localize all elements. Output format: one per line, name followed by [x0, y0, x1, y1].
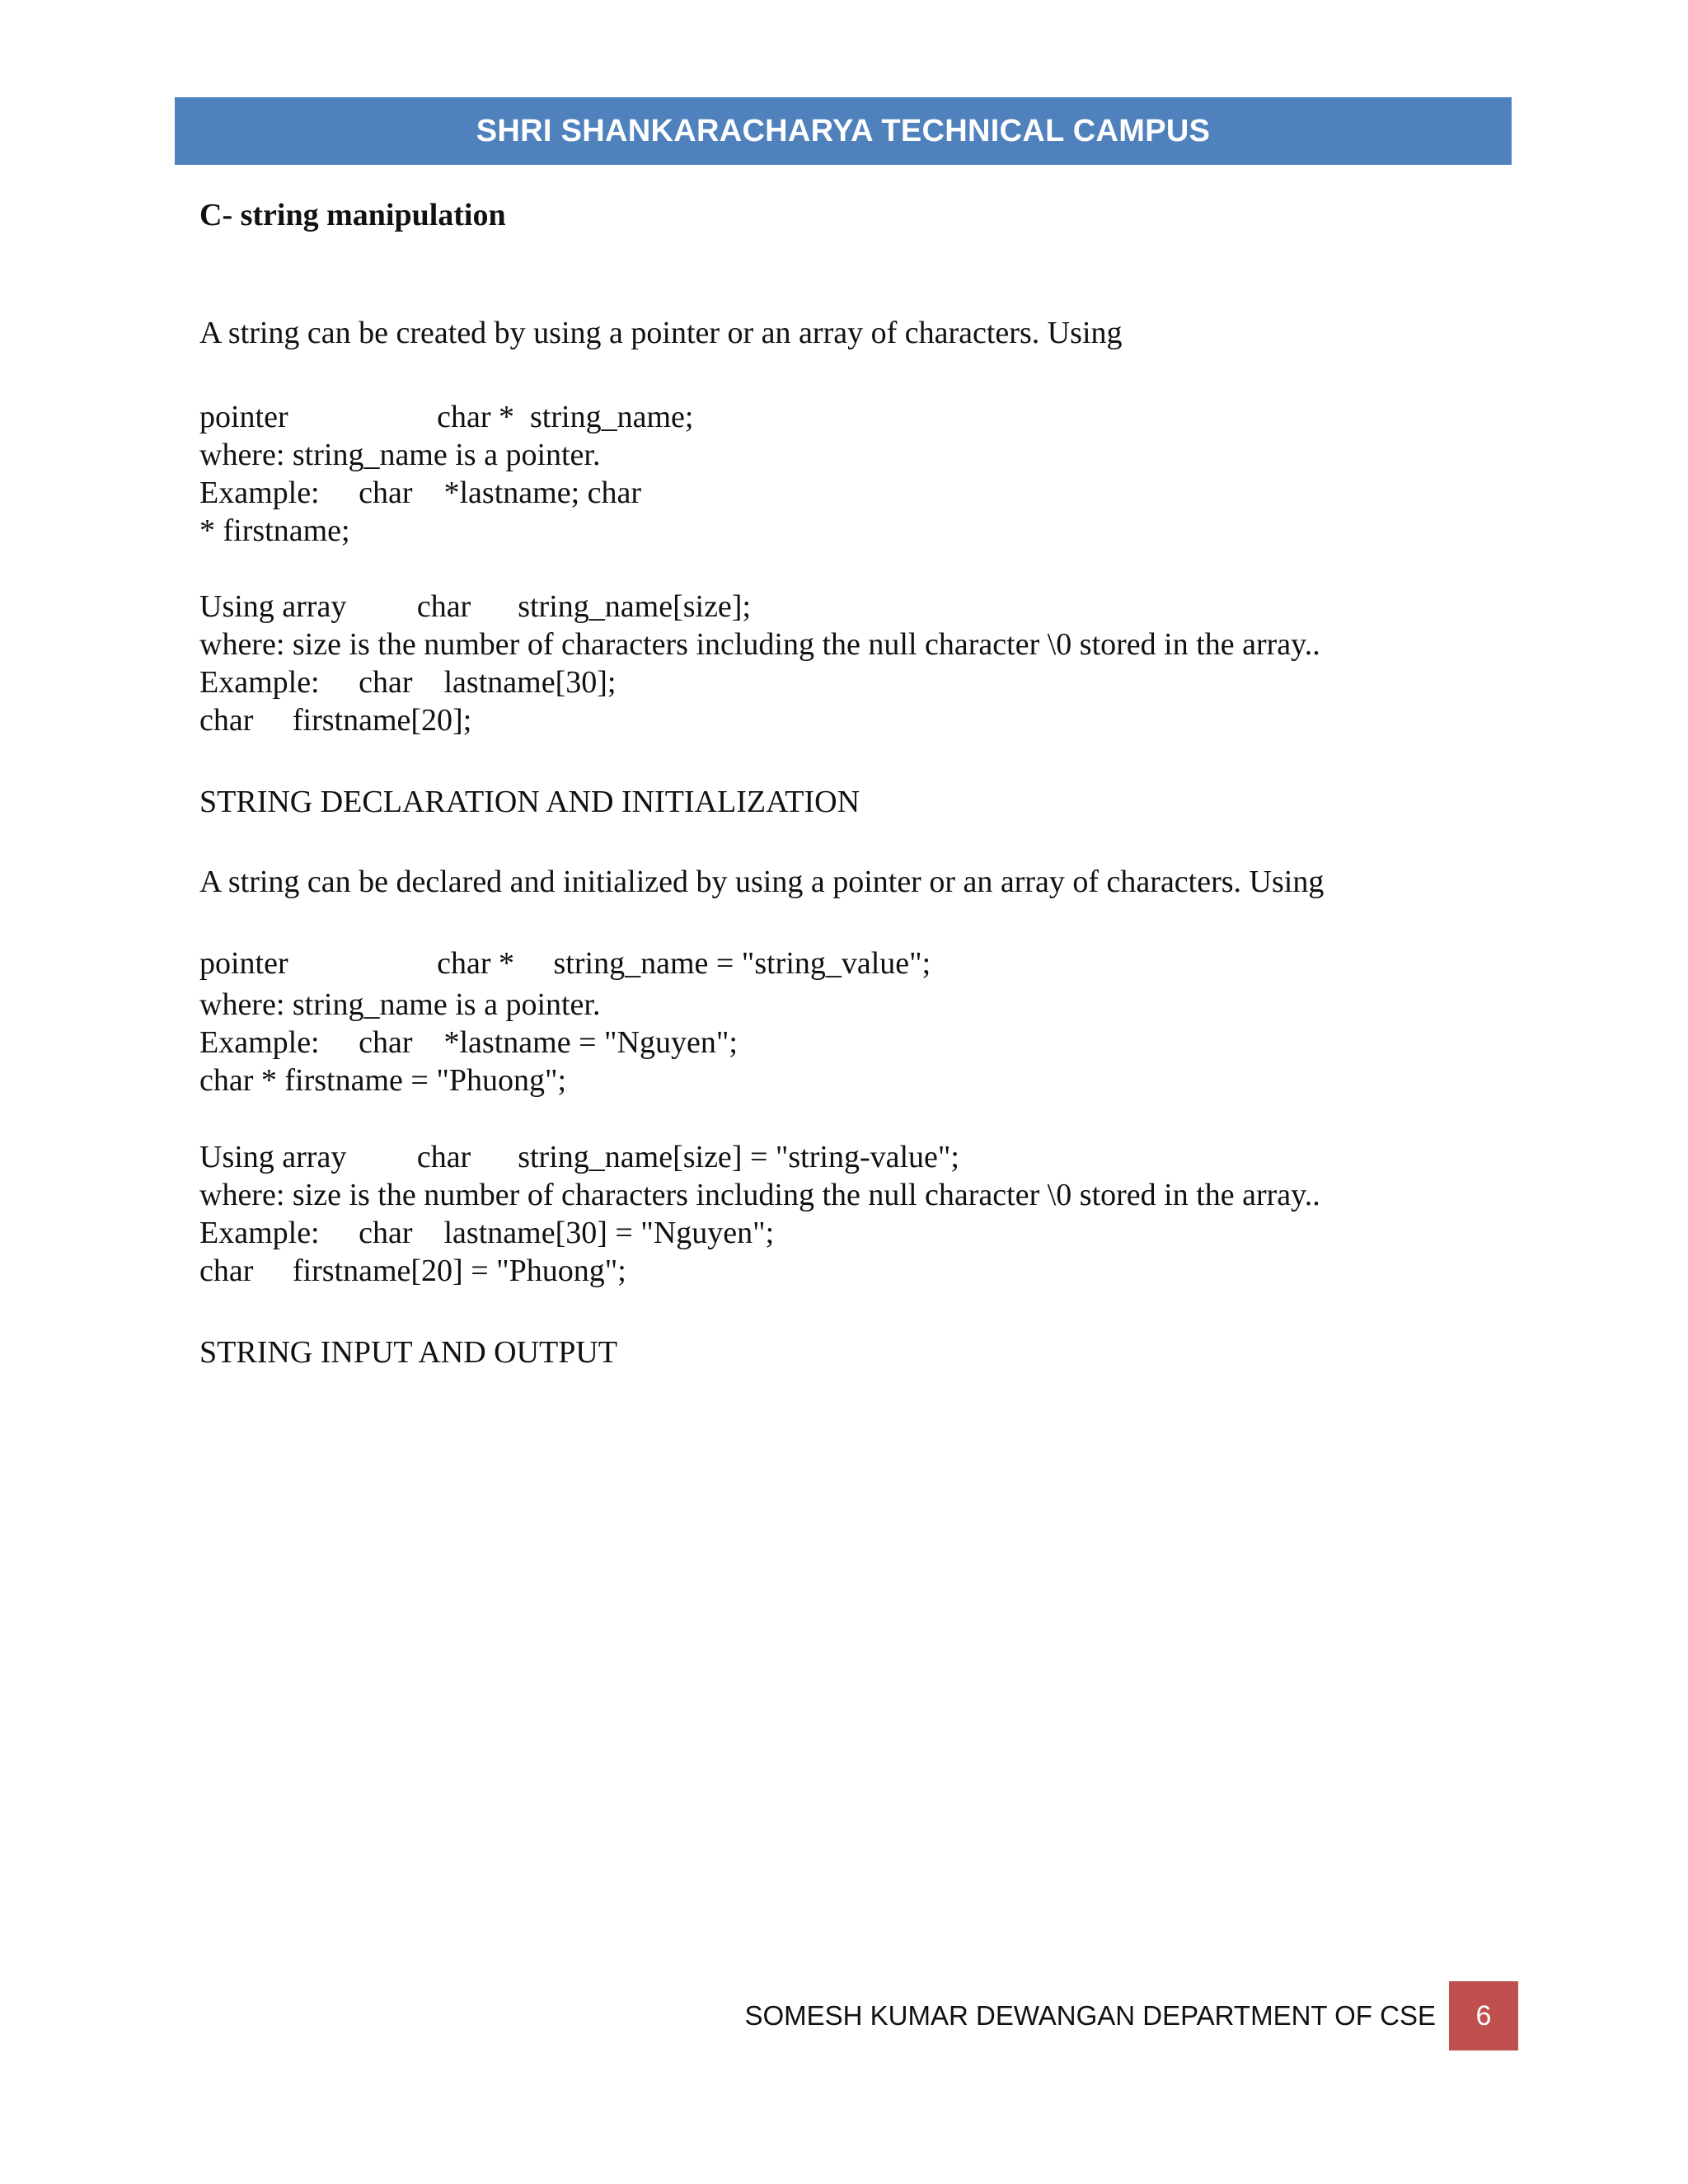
- code-line: Example: char *lastname = "Nguyen";: [199, 1025, 738, 1060]
- paragraph-line: where: string_name is a pointer.: [199, 438, 601, 472]
- paragraph-line: A string can be created by using a pointer or an array of characters. Using: [199, 316, 1123, 350]
- section-heading: STRING DECLARATION AND INITIALIZATION: [199, 785, 860, 819]
- section-heading: STRING INPUT AND OUTPUT: [199, 1335, 618, 1370]
- code-line: pointer char * string_name;: [199, 400, 694, 434]
- code-line: * firstname;: [199, 513, 350, 548]
- paragraph-line: where: size is the number of characters including the null character \0 stored in the array..: [199, 1178, 1320, 1212]
- code-line: char * firstname = "Phuong";: [199, 1063, 567, 1098]
- code-line: pointer char * string_name = "string_value";: [199, 946, 931, 981]
- header-title: SHRI SHANKARACHARYA TECHNICAL CAMPUS: [476, 113, 1211, 148]
- header-band: [175, 97, 1512, 165]
- code-line: char firstname[20];: [199, 703, 472, 738]
- page-number: 6: [1449, 1981, 1518, 2050]
- code-line: char firstname[20] = "Phuong";: [199, 1254, 626, 1288]
- section-title: C- string manipulation: [199, 198, 506, 232]
- page-footer: [0, 1981, 1688, 2050]
- code-line: Using array char string_name[size];: [199, 589, 752, 624]
- footer-author: SOMESH KUMAR DEWANGAN DEPARTMENT OF CSE: [744, 2000, 1436, 2031]
- paragraph-line: A string can be declared and initialized by using a pointer or an array of characters. Using: [199, 865, 1325, 899]
- code-line: Example: char lastname[30];: [199, 665, 617, 700]
- code-line: Example: char lastname[30] = "Nguyen";: [199, 1216, 775, 1250]
- paragraph-line: where: size is the number of characters including the null character \0 stored in the array..: [199, 627, 1320, 662]
- paragraph-line: where: string_name is a pointer.: [199, 987, 601, 1022]
- code-line: Example: char *lastname; char: [199, 476, 642, 510]
- code-line: Using array char string_name[size] = "string-value";: [199, 1140, 959, 1174]
